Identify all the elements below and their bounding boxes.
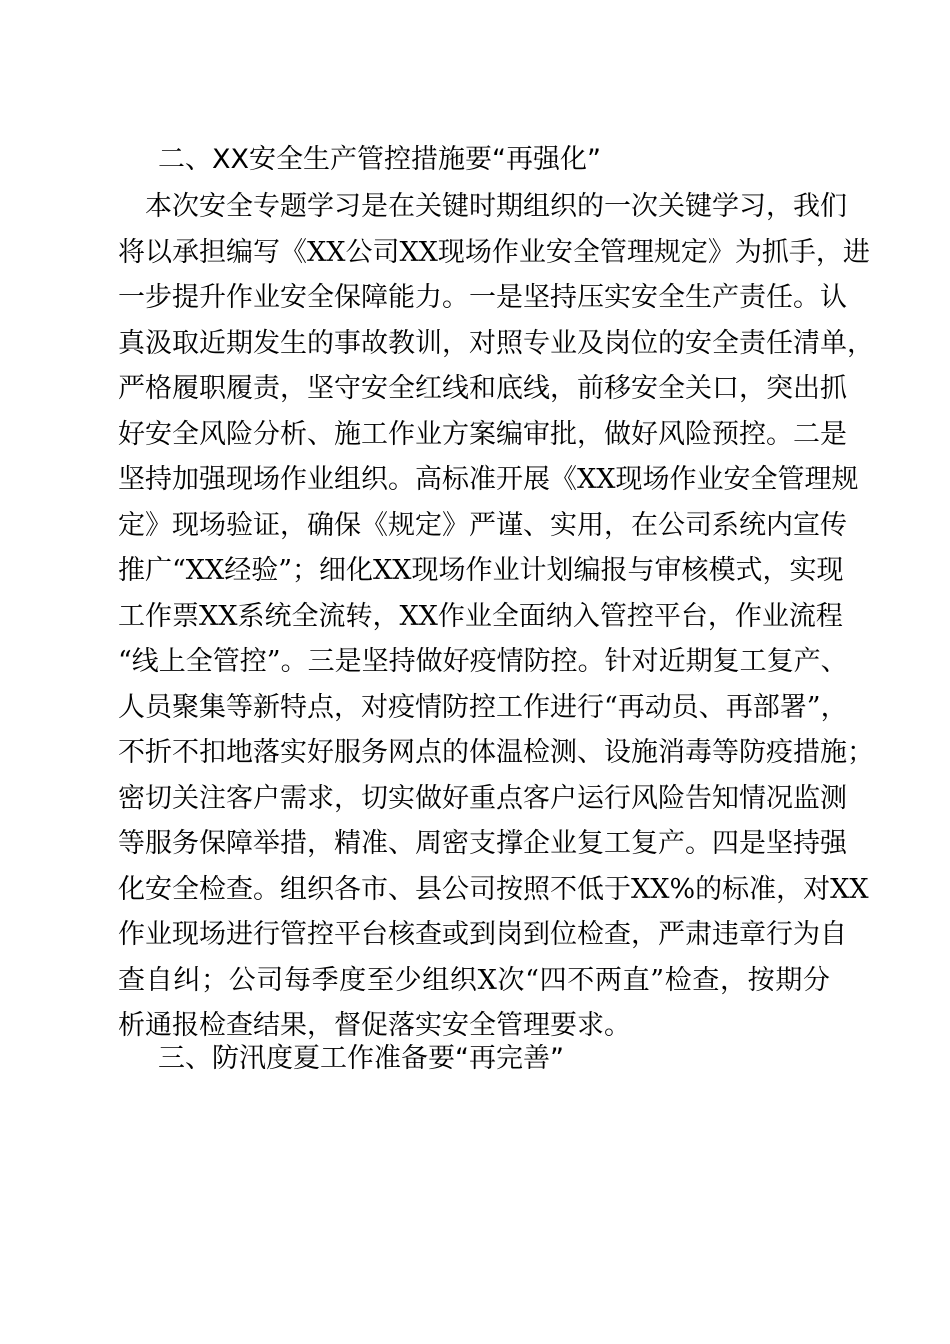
paragraph-line: 工作票XX系统全流转，XX作业全面纳入管控平台，作业流程 bbox=[118, 600, 843, 632]
paragraph-line: 查自纠；公司每季度至少组织X次“四不两直”检查，按期分 bbox=[118, 964, 830, 996]
paragraph-line: 好安全风险分析、施工作业方案编审批，做好风险预控。二是 bbox=[118, 418, 847, 450]
paragraph-line: 一步提升作业安全保障能力。一是坚持压实安全生产责任。认 bbox=[118, 282, 847, 313]
paragraph-line: 析通报检查结果，督促落实安全管理要求。 bbox=[118, 1010, 631, 1041]
paragraph-line: “线上全管控”。三是坚持做好疫情防控。针对近期复工复产、 bbox=[118, 646, 848, 677]
paragraph-line: 推广“XX经验”；细化XX现场作业计划编报与审核模式，实现 bbox=[118, 555, 844, 586]
paragraph-line: 人员聚集等新特点，对疫情防控工作进行“再动员、再部署”， bbox=[118, 691, 848, 723]
paragraph-line: 真汲取近期发生的事故教训，对照专业及岗位的安全责任清单， bbox=[118, 327, 874, 359]
paragraph-line: 作业现场进行管控平台核查或到岗到位检查，严肃违章行为自 bbox=[118, 919, 847, 950]
paragraph-line: 坚持加强现场作业组织。高标准开展《XX现场作业安全管理规 bbox=[118, 464, 859, 495]
section-2-paragraph bbox=[118, 184, 874, 1049]
section-3-heading: 三、防汛度夏工作准备要“再完善” bbox=[158, 1043, 564, 1074]
paragraph-line: 不折不扣地落实好服务网点的体温检测、设施消毒等防疫措施； bbox=[118, 737, 874, 768]
paragraph-line: 密切关注客户需求，切实做好重点客户运行风险告知情况监测 bbox=[118, 782, 847, 814]
paragraph-line: 等服务保障举措，精准、周密支撑企业复工复产。四是坚持强 bbox=[118, 828, 847, 859]
paragraph-line: 本次安全专题学习是在关键时期组织的一次关键学习，我们 bbox=[118, 191, 847, 222]
paragraph-line: 定》现场验证，确保《规定》严谨、实用，在公司系统内宣传 bbox=[118, 509, 847, 541]
paragraph-line: 严格履职履责，坚守安全红线和底线，前移安全关口，突出抓 bbox=[118, 373, 847, 404]
paragraph-line: 将以承担编写《XX公司XX现场作业安全管理规定》为抓手，进 bbox=[118, 236, 870, 268]
paragraph-line: 化安全检查。组织各市、县公司按照不低于XX%的标准，对XX bbox=[118, 873, 869, 905]
section-2-heading: 二、XX安全生产管控措施要“再强化” bbox=[158, 144, 601, 175]
